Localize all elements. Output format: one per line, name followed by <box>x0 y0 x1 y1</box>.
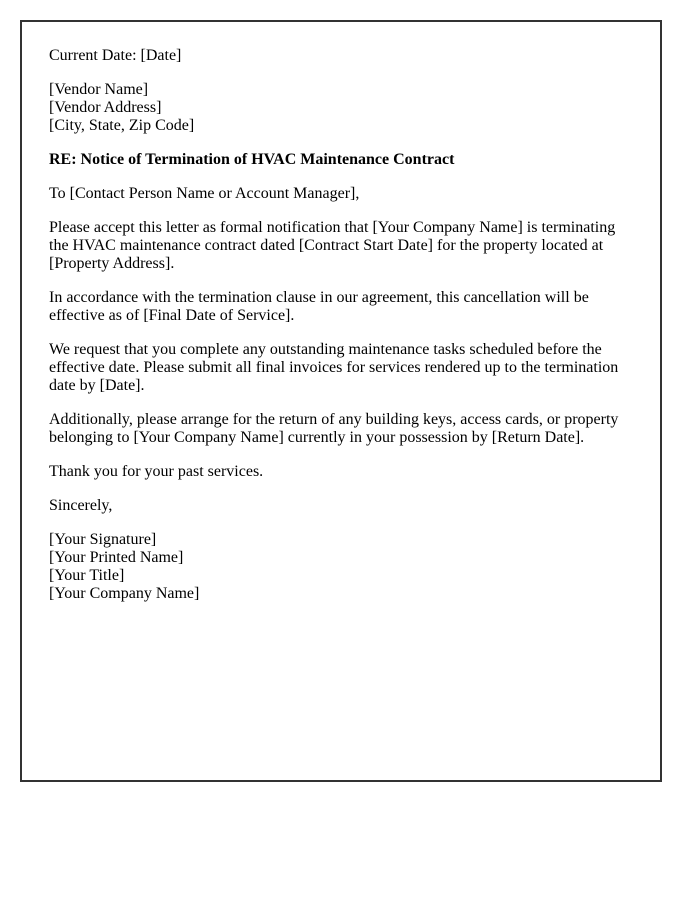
signature-line: [Your Signature] <box>49 531 157 548</box>
company-name-line: [Your Company Name] <box>49 585 200 602</box>
body-paragraph-outstanding-tasks: We request that you complete any outstanding maintenance tasks scheduled before the effective date. Please submit all final invoices for services rendered up to the termination date by [Date]. <box>49 341 619 394</box>
body-paragraph-termination-clause: In accordance with the termination clause in our agreement, this cancellation will be effective as of [Final Date of Service]. <box>49 289 589 324</box>
closing-line: Thank you for your past services. <box>49 463 264 480</box>
signoff-line: Sincerely, <box>49 497 113 514</box>
printed-name-line: [Your Printed Name] <box>49 549 184 566</box>
current-date-line: Current Date: [Date] <box>49 47 182 64</box>
subject-line: RE: Notice of Termination of HVAC Maintenance Contract <box>49 151 455 168</box>
salutation-line: To [Contact Person Name or Account Manager], <box>49 185 360 202</box>
vendor-address-block <box>49 81 638 135</box>
body-paragraph-property-return: Additionally, please arrange for the return of any building keys, access cards, or property belonging to [Your Company Name] currently in your possession by [Return Date]. <box>49 411 619 446</box>
vendor-name-line: [Vendor Name] <box>49 81 149 98</box>
vendor-city-state-zip-line: [City, State, Zip Code] <box>49 117 195 134</box>
signature-block <box>49 531 638 603</box>
body-paragraph-notification: Please accept this letter as formal notification that [Your Company Name] is terminating the HVAC maintenance contract dated [Contract Start Date] for the property located at [Property Address]. <box>49 219 616 272</box>
vendor-address-line: [Vendor Address] <box>49 99 162 116</box>
letter-frame <box>20 20 662 782</box>
title-line: [Your Title] <box>49 567 125 584</box>
